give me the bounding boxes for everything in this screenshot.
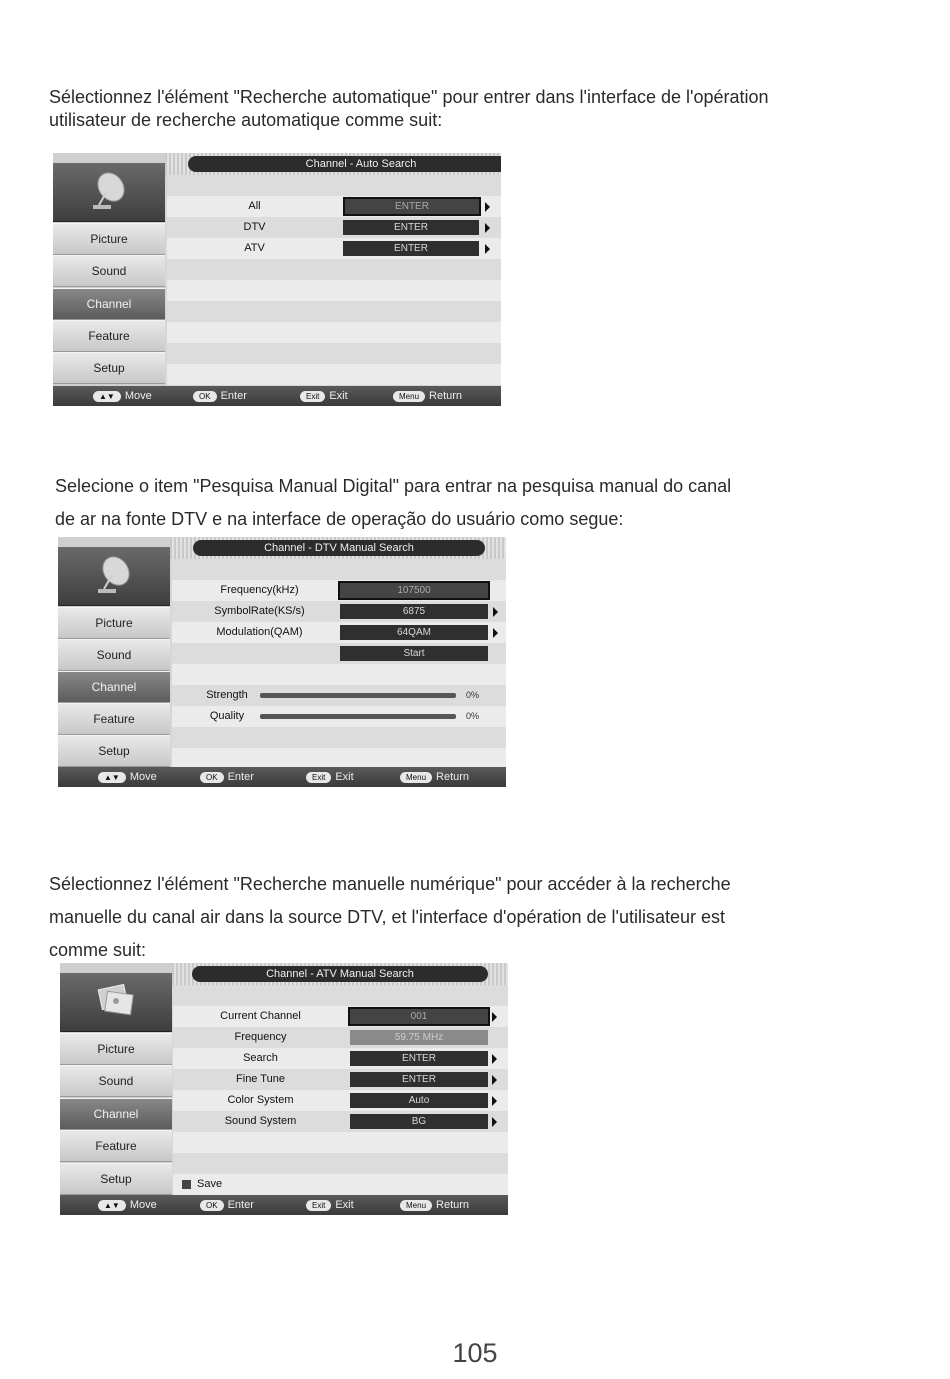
strength-bar xyxy=(260,693,456,698)
osd-content xyxy=(167,175,501,386)
footer-move: ▲▼ Move xyxy=(98,1198,157,1212)
menu-item-picture[interactable]: Picture xyxy=(60,1033,172,1065)
option-row-frequency xyxy=(173,1027,508,1048)
menu-key-icon: Menu xyxy=(400,772,432,783)
updown-key-icon: ▲▼ xyxy=(93,391,121,402)
paragraph-line: de ar na fonte DTV e na interface de operação do usuário como segue: xyxy=(55,509,624,529)
menu-item-sound[interactable]: Sound xyxy=(58,639,170,671)
osd-sidebar xyxy=(53,153,165,386)
save-item[interactable]: Save xyxy=(182,1177,222,1192)
color-system-field[interactable]: Auto xyxy=(350,1093,488,1108)
menu-item-sound[interactable]: Sound xyxy=(60,1065,172,1097)
start-button[interactable]: Start xyxy=(340,646,488,661)
arrow-right-icon xyxy=(485,223,490,233)
save-square-icon xyxy=(182,1180,191,1189)
option-row-color-system[interactable] xyxy=(173,1090,508,1111)
option-row-symbolrate[interactable] xyxy=(172,601,506,622)
option-label: Frequency xyxy=(234,1031,287,1043)
arrow-right-icon xyxy=(492,1075,497,1085)
osd-title: Channel - DTV Manual Search xyxy=(193,540,485,556)
quality-label: Quality xyxy=(209,710,245,722)
ok-key-icon: OK xyxy=(193,391,217,402)
arrow-right-icon xyxy=(493,628,498,638)
intro-paragraph-auto-search xyxy=(49,86,769,132)
exit-key-icon: Exit xyxy=(306,1200,331,1211)
arrow-right-icon xyxy=(493,607,498,617)
osd-sidebar xyxy=(58,537,170,767)
option-label: ATV xyxy=(244,242,265,254)
menu-item-picture[interactable]: Picture xyxy=(58,607,170,639)
arrow-right-icon xyxy=(485,202,490,212)
updown-key-icon: ▲▼ xyxy=(98,772,126,783)
enter-button[interactable]: ENTER xyxy=(343,241,479,256)
osd-title: Channel - Auto Search xyxy=(188,156,501,172)
exit-key-icon: Exit xyxy=(306,772,331,783)
option-label: Color System xyxy=(227,1094,294,1106)
menu-item-setup[interactable]: Setup xyxy=(58,735,170,767)
save-row[interactable] xyxy=(173,1174,508,1195)
menu-item-sound[interactable]: Sound xyxy=(53,255,165,287)
footer-move: ▲▼ Move xyxy=(98,770,157,784)
paragraph-line: manuelle du canal air dans la source DTV, et l'interface d'opération de l'utilisateur est xyxy=(49,907,726,927)
osd-atv-manual-search-screen xyxy=(60,963,508,1215)
footer-exit: Exit Exit xyxy=(306,1198,354,1212)
menu-item-channel[interactable]: Channel xyxy=(58,671,170,703)
option-label: Search xyxy=(243,1052,278,1064)
enter-button[interactable]: ENTER xyxy=(343,220,479,235)
menu-key-icon: Menu xyxy=(393,391,425,402)
option-row-modulation[interactable] xyxy=(172,622,506,643)
paragraph-line: comme suit: xyxy=(49,940,147,960)
footer-enter: OK Enter xyxy=(200,1198,254,1212)
osd-title: Channel - ATV Manual Search xyxy=(192,966,488,982)
symbolrate-field[interactable]: 6875 xyxy=(340,604,488,619)
option-row-start[interactable] xyxy=(172,643,506,664)
option-label: Sound System xyxy=(224,1115,297,1127)
search-button[interactable]: ENTER xyxy=(350,1051,488,1066)
option-row-atv[interactable] xyxy=(167,238,501,259)
option-label: All xyxy=(248,200,261,212)
osd-content xyxy=(172,559,506,767)
option-label: Frequency(kHz) xyxy=(220,584,299,596)
option-row-frequency[interactable] xyxy=(172,580,506,601)
option-label: Modulation(QAM) xyxy=(216,626,303,638)
strength-value: 0% xyxy=(466,690,480,700)
sound-system-field[interactable]: BG xyxy=(350,1114,488,1129)
frequency-field[interactable]: 107500 xyxy=(338,581,490,600)
enter-button[interactable]: ENTER xyxy=(343,197,481,216)
arrow-right-icon xyxy=(492,1012,497,1022)
osd-footer xyxy=(53,386,501,406)
option-row-current-channel[interactable] xyxy=(173,1006,508,1027)
frequency-field: 59.75 MHz xyxy=(350,1030,488,1045)
arrow-right-icon xyxy=(492,1096,497,1106)
menu-item-setup[interactable]: Setup xyxy=(60,1163,172,1195)
footer-exit: Exit Exit xyxy=(300,389,348,403)
intro-paragraph-atv-manual xyxy=(49,868,731,967)
option-row-fine-tune[interactable] xyxy=(173,1069,508,1090)
option-label: Fine Tune xyxy=(236,1073,285,1085)
menu-item-channel[interactable]: Channel xyxy=(53,288,165,320)
osd-auto-search-screen xyxy=(53,153,501,406)
modulation-field[interactable]: 64QAM xyxy=(340,625,488,640)
option-label: SymbolRate(KS/s) xyxy=(214,605,305,617)
menu-item-picture[interactable]: Picture xyxy=(53,223,165,255)
osd-content xyxy=(173,985,508,1195)
arrow-right-icon xyxy=(485,244,490,254)
option-row-dtv[interactable] xyxy=(167,217,501,238)
menu-item-channel[interactable]: Channel xyxy=(60,1098,172,1130)
fine-tune-button[interactable]: ENTER xyxy=(350,1072,488,1087)
paragraph-line: Sélectionnez l'élément "Recherche manuelle numérique" pour accéder à la recherche xyxy=(49,874,731,894)
option-label: DTV xyxy=(243,221,266,233)
option-row-sound-system[interactable] xyxy=(173,1111,508,1132)
footer-return: Menu Return xyxy=(400,1198,469,1212)
menu-key-icon: Menu xyxy=(400,1200,432,1211)
footer-return: Menu Return xyxy=(393,389,462,403)
current-channel-field[interactable]: 001 xyxy=(348,1007,490,1026)
footer-exit: Exit Exit xyxy=(306,770,354,784)
osd-footer xyxy=(58,767,506,787)
paragraph-line: Selecione o item "Pesquisa Manual Digital" para entrar na pesquisa manual do canal xyxy=(55,476,732,496)
menu-item-setup[interactable]: Setup xyxy=(53,352,165,384)
osd-footer xyxy=(60,1195,508,1215)
paragraph-line: Sélectionnez l'élément "Recherche automatique" pour entrer dans l'interface de l'opération xyxy=(49,87,769,107)
ok-key-icon: OK xyxy=(200,772,224,783)
satellite-dish-icon xyxy=(53,163,165,222)
osd-sidebar xyxy=(60,963,172,1195)
page-number: 105 xyxy=(452,1338,498,1368)
picture-gallery-icon xyxy=(60,973,172,1032)
footer-move: ▲▼ Move xyxy=(93,389,152,403)
option-row-search[interactable] xyxy=(173,1048,508,1069)
arrow-right-icon xyxy=(492,1054,497,1064)
strength-label: Strength xyxy=(206,689,248,701)
menu-item-feature[interactable]: Feature xyxy=(53,320,165,352)
menu-item-feature[interactable]: Feature xyxy=(60,1130,172,1162)
quality-value: 0% xyxy=(466,711,480,721)
option-row-all[interactable] xyxy=(167,196,501,217)
quality-row xyxy=(172,706,506,727)
option-label: Current Channel xyxy=(220,1010,301,1022)
updown-key-icon: ▲▼ xyxy=(98,1200,126,1211)
ok-key-icon: OK xyxy=(200,1200,224,1211)
arrow-right-icon xyxy=(492,1117,497,1127)
strength-row xyxy=(172,685,506,706)
intro-paragraph-dtv-manual xyxy=(55,470,731,536)
satellite-dish-icon xyxy=(58,547,170,606)
menu-item-feature[interactable]: Feature xyxy=(58,703,170,735)
footer-enter: OK Enter xyxy=(200,770,254,784)
osd-dtv-manual-search-screen xyxy=(58,537,506,787)
quality-bar xyxy=(260,714,456,719)
footer-return: Menu Return xyxy=(400,770,469,784)
paragraph-line: utilisateur de recherche automatique comme suit: xyxy=(49,110,443,130)
exit-key-icon: Exit xyxy=(300,391,325,402)
footer-enter: OK Enter xyxy=(193,389,247,403)
